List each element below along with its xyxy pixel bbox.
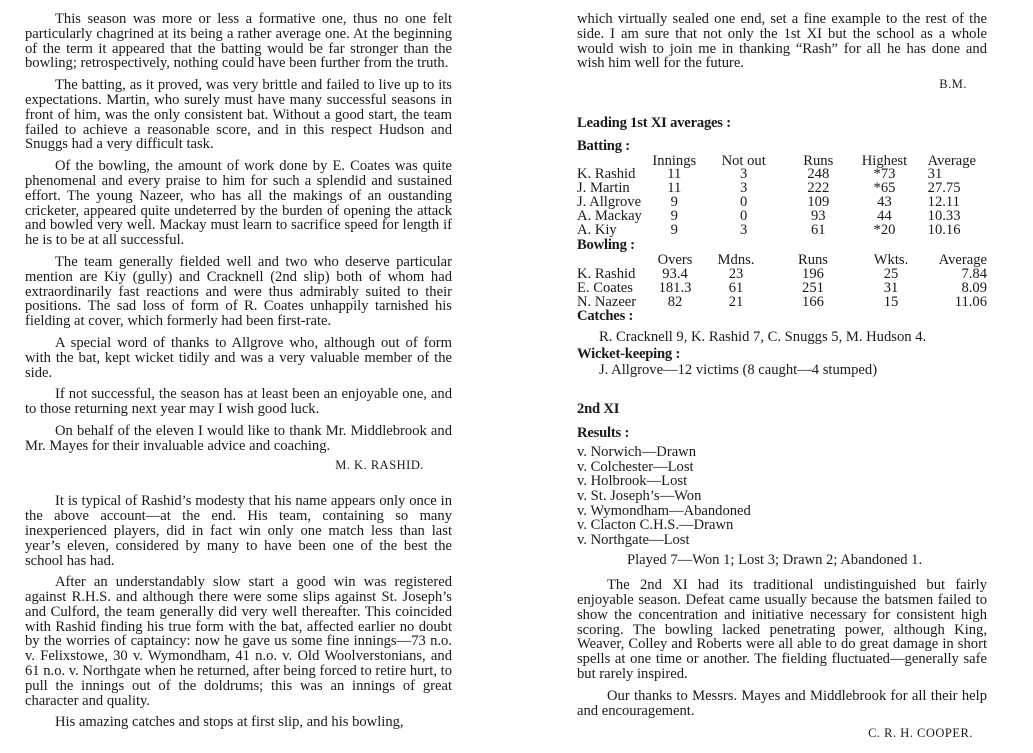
cell: 248	[807, 166, 830, 183]
list-item: v. St. Joseph’s—Won	[577, 488, 702, 504]
cell: 109	[807, 194, 830, 211]
cell: E. Coates	[577, 279, 633, 296]
paragraph: On behalf of the eleven I would like to thank Mr. Middlebrook and Mr. Mayes for their invaluable advice and coaching.	[25, 422, 452, 454]
cell: 61	[728, 279, 744, 296]
cell: 15	[883, 293, 899, 310]
cell: 12.11	[927, 194, 960, 211]
cell: 31	[883, 279, 899, 296]
cell: 0	[740, 194, 748, 211]
catches-text: R. Cracknell 9, K. Rashid 7, C. Snuggs 5, M. Hudson 4.	[599, 329, 927, 346]
cell: 10.33	[927, 208, 961, 225]
signature-cooper: C. R. H. COOPER.	[868, 726, 973, 741]
cell: 9	[670, 194, 678, 211]
wicket-keeping-heading: Wicket-keeping :	[577, 346, 681, 363]
col-header: Wkts.	[873, 251, 909, 268]
batting-heading: Batting :	[577, 137, 630, 154]
wicket-keeping-text: J. Allgrove—12 victims (8 caught—4 stumped)	[599, 361, 878, 378]
cell: 61	[810, 222, 826, 239]
cell: 181.3	[658, 279, 692, 296]
cell: J. Allgrove	[577, 194, 642, 211]
list-item: v. Northgate—Lost	[577, 531, 690, 548]
paragraph: After an understandably slow start a good win was registered against R.H.S. and although there were some slips against St. Joseph’s and Culford, the team generally did very well thereafter. This coincided with Rashid finding his true form with the bat, affected earlier no doubt by the worries of captaincy: now he gave us some fine innings—73 n.o. v. Felixstowe, 30 v. Wymondham, 41 n.o. v. Old Woolverstonians, and 61 n.o. v. Northgate when he returned, after being forced to retire hurt, to pull the innings out of the doldrums; this was an innings of great character and quality.	[25, 574, 452, 709]
paragraph: If not successful, the season has at least been an enjoyable one, and to those returning next year may I wish good luck.	[25, 386, 452, 418]
cell: 44	[877, 208, 892, 225]
cell: 3	[740, 222, 748, 239]
catches-heading: Catches :	[577, 308, 634, 325]
cell: 10.16	[927, 222, 961, 239]
cell: 9	[670, 208, 678, 225]
paragraph: A special word of thanks to Allgrove who, although out of form with the bat, kept wicket tidily and was a very valuable member of the side.	[25, 334, 452, 381]
left-page	[25, 0, 452, 753]
cell: 11.06	[954, 293, 987, 310]
table-row	[577, 296, 987, 310]
table-row	[577, 210, 987, 224]
table-header-row	[577, 254, 987, 268]
results-list	[577, 445, 987, 547]
col-header: Average	[938, 251, 987, 268]
paragraph: This season was more or less a formative one, thus no one felt particularly chagrined at its being a rather average one. At the beginning of the term it appeared that the batting would be far stronger than the bowling; retrospectively, nothing could have been further from the truth.	[25, 11, 452, 72]
cell: A. Mackay	[577, 208, 642, 225]
paragraph: The team generally fielded well and two who deserve particular mention are Kiy (gully) and Cracknell (2nd slip) both of whom had extraordinarily fast reactions and were thus admirably suited to their positions. The sad loss of form of R. Coates unhappily tarnished his fielding at cover, which formerly had been first-rate.	[25, 253, 452, 330]
col-header: Mdns.	[717, 251, 755, 268]
col-header: Overs	[657, 251, 693, 268]
cell: 11	[667, 166, 682, 183]
cell: 31	[927, 166, 943, 183]
paragraph: The batting, as it proved, was very brittle and failed to live up to its expectations. Martin, who surely must have many successful seasons in front of him, was the only consistent bat. Without a good start, the team failed to achieve a reasonable score, and in this respect Hudson and Snuggs had a very difficult task.	[25, 77, 452, 153]
results-heading: Results :	[577, 425, 630, 442]
paragraph: Of the bowling, the amount of work done by E. Coates was quite phenomenal and every praise to him for such a splendid and sustained effort. The young Nazeer, who has all the makings of an oustanding cricketer, appeared quite undeterred by the burden of opening the attack and bowled very well. Mackay must learn to sacrifice speed for length if he is to be at all successful.	[25, 158, 452, 249]
averages-heading: Leading 1st XI averages :	[577, 114, 731, 131]
second-xi-heading: 2nd XI	[577, 400, 620, 417]
cell: 27.75	[927, 180, 961, 197]
table-row	[577, 168, 987, 182]
list-item: v. Clacton C.H.S.—Drawn	[577, 517, 734, 534]
table-row	[577, 282, 987, 296]
cell: 25	[883, 265, 899, 282]
cell: 11	[667, 180, 682, 197]
col-header: Average	[927, 152, 976, 169]
cell: J. Martin	[577, 180, 630, 197]
cell: 23	[728, 265, 744, 282]
cell: K. Rashid	[577, 265, 636, 282]
list-item: v. Wymondham—Abandoned	[577, 502, 751, 519]
bowling-heading: Bowling :	[577, 237, 635, 254]
col-header: Highest	[861, 152, 908, 169]
cell: 196	[802, 265, 824, 282]
table-row	[577, 224, 987, 238]
cell: 3	[740, 166, 748, 183]
paragraph: His amazing catches and stops at first slip, and his bowling,	[55, 714, 404, 731]
cell: 8.09	[961, 279, 987, 296]
paragraph: The 2nd XI had its traditional undistinguished but fairly enjoyable season. Defeat came usually because the batsmen failed to show the concentration and initiative necessary for consistent high scoring. The bowling lacked penetrating power, although King, Weaver, Colley and Roberts were all able to do great damage in short spells at one time or another. The fielding fluctuated—generally safe but rarely inspired.	[577, 577, 987, 682]
cell: 166	[802, 293, 824, 310]
list-item: v. Colchester—Lost	[577, 458, 694, 475]
signature-bm: B.M.	[939, 77, 967, 92]
cell: 222	[807, 180, 830, 197]
col-header: Runs	[797, 251, 828, 268]
paragraph-continuation: which virtually sealed one end, set a fine example to the rest of the side. I am sure that not only the 1st XI but the school as a whole would wish to join me in thanking “Rash” for all he has done and wish him well for the future.	[577, 11, 987, 72]
bowling-table	[577, 251, 987, 310]
cell: 3	[740, 180, 748, 197]
signature-rashid: M. K. RASHID.	[335, 457, 424, 472]
table-header-row	[577, 155, 987, 169]
cell: 9	[670, 222, 678, 239]
cell: A. Kiy	[577, 222, 617, 239]
cell: *73	[873, 166, 896, 183]
cell: 82	[667, 293, 683, 310]
cell: *65	[873, 180, 896, 197]
cell: *20	[873, 222, 896, 239]
cell: K. Rashid	[577, 166, 636, 183]
cell: 93	[810, 208, 826, 225]
cell: 93.4	[662, 265, 688, 282]
paragraph: Our thanks to Messrs. Mayes and Middlebrook for all their help and encouragement.	[577, 687, 987, 719]
col-header: Innings	[652, 152, 697, 169]
cell: 43	[877, 194, 892, 211]
list-item: v. Norwich—Drawn	[577, 444, 697, 461]
results-summary: Played 7—Won 1; Lost 3; Drawn 2; Abandoned 1.	[627, 552, 923, 569]
cell: 7.84	[961, 265, 987, 282]
cell: N. Nazeer	[577, 293, 637, 310]
batting-table	[577, 152, 987, 239]
cell: 251	[802, 279, 824, 296]
cell: 0	[740, 208, 748, 225]
table-row	[577, 268, 987, 282]
col-header: Not out	[721, 152, 766, 169]
paragraph: It is typical of Rashid’s modesty that his name appears only once in the above account—at the end. His team, containing so many inexperienced players, did in fact win only one match less than last year’s eleven, considered by many to have been one of the best the school has had.	[25, 493, 452, 569]
col-header: Runs	[803, 152, 834, 169]
cell: 21	[728, 293, 744, 310]
right-page	[577, 0, 987, 753]
list-item: v. Holbrook—Lost	[577, 473, 688, 490]
